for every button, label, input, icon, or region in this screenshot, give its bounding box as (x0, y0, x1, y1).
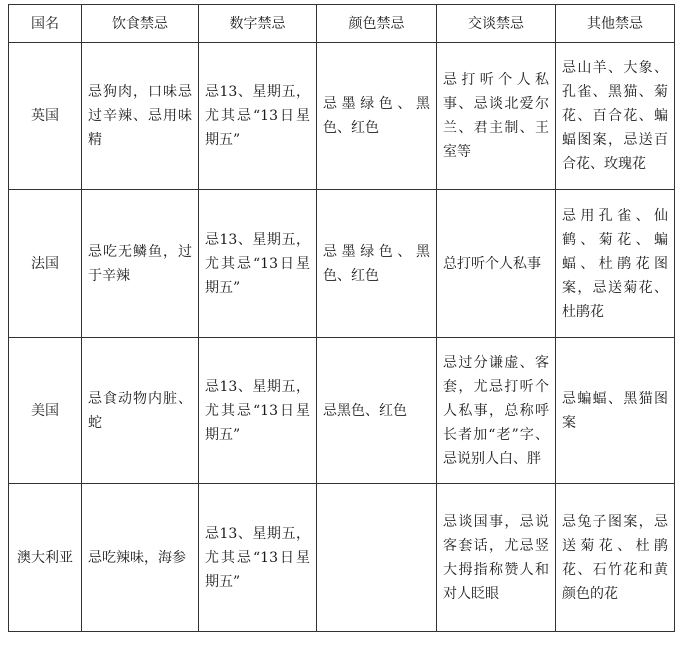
other-taboo-cell: 忌山羊、大象、孔雀、黑猫、菊花、百合花、蝙蝠图案，忌送百合花、玫瑰花 (556, 43, 675, 190)
number-taboo-cell: 忌13、星期五，尤其忌“13日星期五” (199, 190, 317, 338)
header-number-taboo: 数字禁忌 (199, 5, 317, 43)
country-cell: 澳大利亚 (9, 484, 82, 632)
color-taboo-cell: 忌黑色、红色 (317, 338, 437, 484)
taboo-table (8, 4, 675, 632)
number-taboo-cell: 忌13、星期五，尤其忌“13日星期五” (199, 484, 317, 632)
color-taboo-cell (317, 484, 437, 632)
taboo-table-wrapper (8, 4, 675, 632)
color-taboo-cell: 忌墨绿色、黑色、红色 (317, 190, 437, 338)
header-other-taboo: 其他禁忌 (556, 5, 675, 43)
table-row (9, 484, 675, 632)
other-taboo-cell: 忌蝙蝠、黑猫图案 (556, 338, 675, 484)
header-talk-taboo: 交谈禁忌 (437, 5, 556, 43)
food-taboo-cell: 忌吃无鳞鱼，过于辛辣 (82, 190, 199, 338)
talk-taboo-cell: 忌过分谦虚、客套，尤忌打听个人私事，总称呼长者加“老”字、忌说别人白、胖 (437, 338, 556, 484)
country-cell: 英国 (9, 43, 82, 190)
food-taboo-cell: 忌狗肉，口味忌过辛辣、忌用味精 (82, 43, 199, 190)
country-cell: 美国 (9, 338, 82, 484)
country-cell: 法国 (9, 190, 82, 338)
header-color-taboo: 颜色禁忌 (317, 5, 437, 43)
number-taboo-cell: 忌13、星期五，尤其忌“13日星期五” (199, 43, 317, 190)
food-taboo-cell: 忌食动物内脏、蛇 (82, 338, 199, 484)
number-taboo-cell: 忌13、星期五，尤其忌“13日星期五” (199, 338, 317, 484)
header-country: 国名 (9, 5, 82, 43)
talk-taboo-cell: 忌谈国事，忌说客套话，尤忌竖大拇指称赞人和对人眨眼 (437, 484, 556, 632)
talk-taboo-cell: 总打听个人私事 (437, 190, 556, 338)
table-row (9, 43, 675, 190)
header-food-taboo: 饮食禁忌 (82, 5, 199, 43)
table-row (9, 190, 675, 338)
other-taboo-cell: 忌兔子图案，忌送菊花、杜鹃花、石竹花和黄颜色的花 (556, 484, 675, 632)
color-taboo-cell: 忌墨绿色、黑色、红色 (317, 43, 437, 190)
other-taboo-cell: 忌用孔雀、仙鹤、菊花、蝙蝠、杜鹃花图案，忌送菊花、杜鹃花 (556, 190, 675, 338)
table-row (9, 338, 675, 484)
header-row (9, 5, 675, 43)
talk-taboo-cell: 忌打听个人私事、忌谈北爱尔兰、君主制、王室等 (437, 43, 556, 190)
food-taboo-cell: 忌吃辣味，海参 (82, 484, 199, 632)
